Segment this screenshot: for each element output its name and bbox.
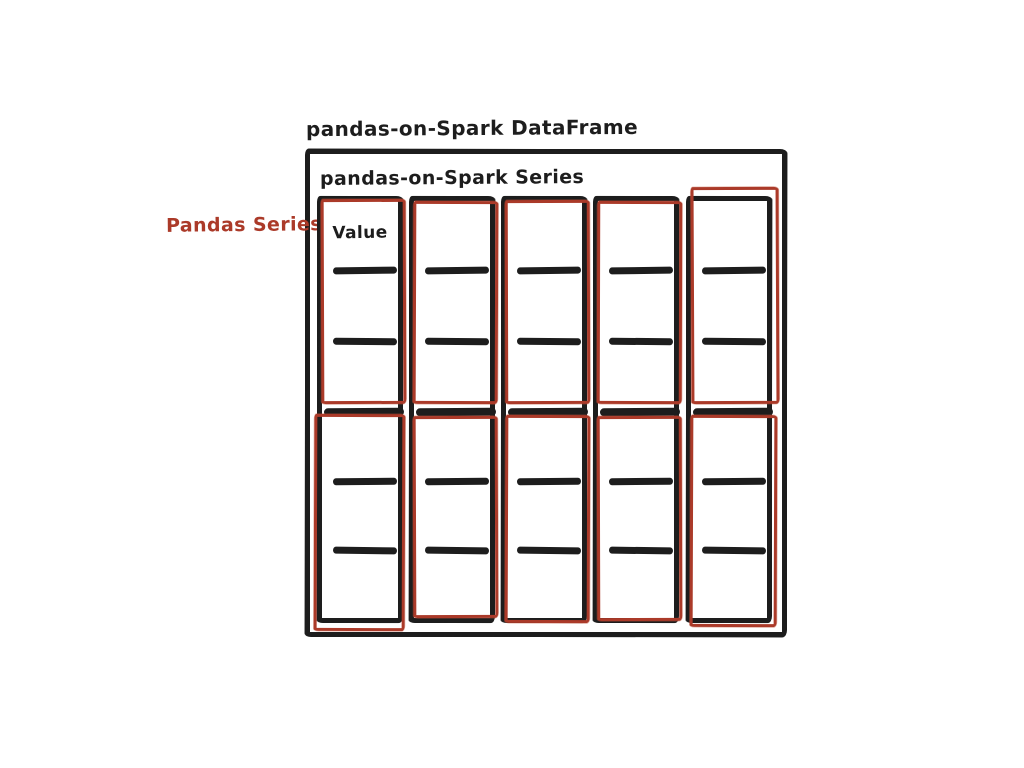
pandas-series-partition-box	[314, 414, 406, 631]
dataframe-title: pandas-on-Spark DataFrame	[305, 114, 639, 142]
pandas-series-partition-box	[690, 415, 778, 627]
pandas-series-partition-box	[597, 201, 683, 404]
pandas-series-partition-box	[691, 187, 780, 404]
pandas-series-partition-box	[505, 415, 591, 623]
pandas-series-partition-box	[321, 199, 407, 404]
column-header-value: Value	[332, 222, 388, 244]
pandas-series-label: Pandas Series	[165, 213, 323, 237]
pandas-series-partition-box	[413, 201, 499, 404]
pandas-on-spark-series-label: pandas-on-Spark Series	[319, 166, 585, 190]
pandas-series-partition-box	[413, 416, 499, 618]
pandas-series-partition-box	[505, 200, 591, 404]
pandas-series-partition-box	[597, 416, 683, 621]
